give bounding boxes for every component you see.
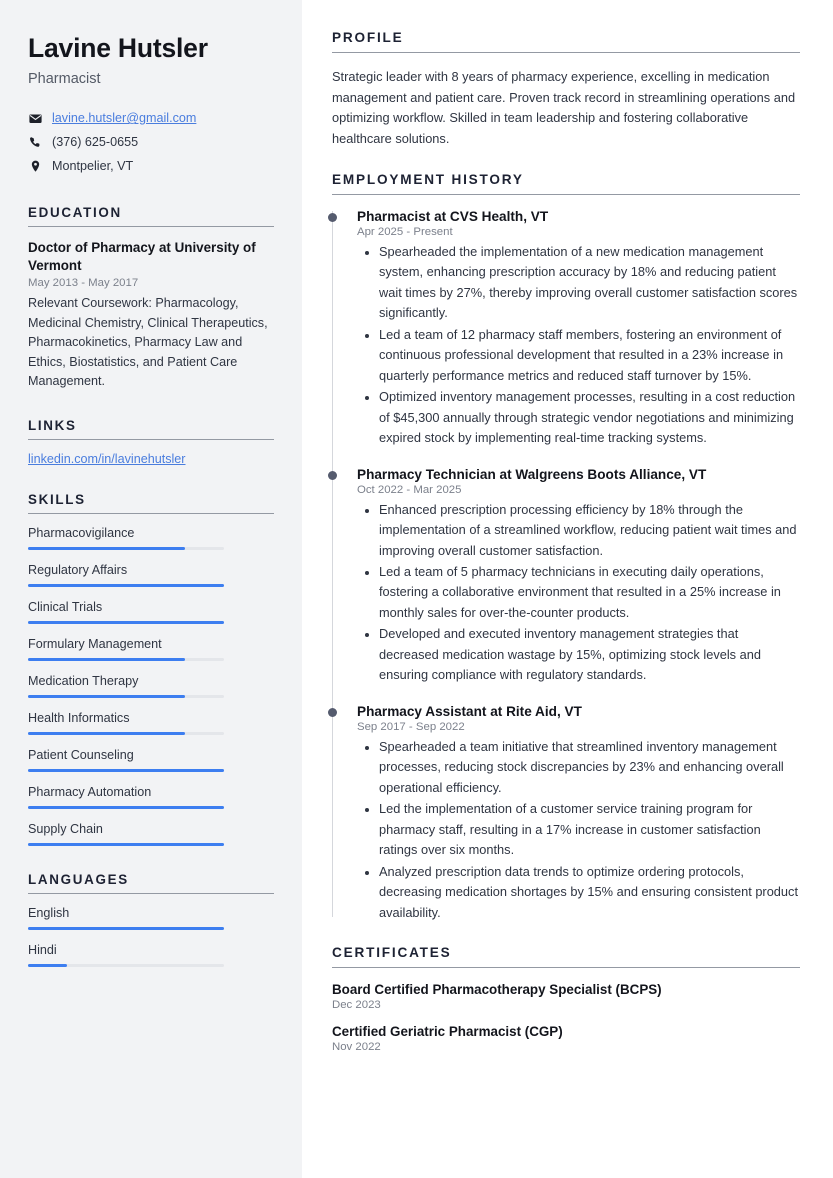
contact-email[interactable] <box>28 109 274 127</box>
skills-list <box>28 526 274 846</box>
job-date: Sep 2017 - Sep 2022 <box>357 720 465 733</box>
education-item <box>28 239 274 391</box>
skill-level-track <box>28 695 224 698</box>
contact-email-link[interactable]: lavine.hutsler@gmail.com <box>52 111 197 126</box>
skill-level-fill <box>28 584 224 587</box>
job-bullet: • Enhanced prescription processing efficiency by 18% through the implementation of a streamlined workflow, reducing patient wait times and improving overall customer satisfaction. <box>379 500 800 561</box>
employment-heading: EMPLOYMENT HISTORY <box>332 171 524 187</box>
section-divider <box>332 52 800 53</box>
skill-level-track <box>28 547 224 550</box>
skill-level-track <box>28 769 224 772</box>
candidate-role: Pharmacist <box>28 71 101 88</box>
language-item <box>28 906 274 930</box>
contact-location <box>28 157 274 175</box>
job-entry <box>357 209 800 449</box>
language-level-fill <box>28 964 67 967</box>
language-label: English <box>28 905 70 920</box>
employment-timeline <box>332 209 800 923</box>
skills-section <box>28 492 274 846</box>
skill-level-fill <box>28 547 185 550</box>
links-section <box>28 418 274 466</box>
language-level-track <box>28 964 224 967</box>
languages-heading: LANGUAGES <box>28 871 129 887</box>
profile-text: Strategic leader with 8 years of pharmacy experience, excelling in medication management and patient care. Proven track record in streamlining operations and optimizing workflow. Skilled in team leadership and fostering collaborative healthcare solutions. <box>332 69 796 147</box>
education-section <box>28 205 274 391</box>
skill-level-track <box>28 658 224 661</box>
phone-icon <box>28 136 42 149</box>
job-bullet: • Led the implementation of a customer service training program for pharmacy staff, resulting in a 17% increase in customer satisfaction ratings over six months. <box>379 799 800 860</box>
skill-item <box>28 748 274 772</box>
employment-section <box>332 172 800 923</box>
main-column <box>302 0 833 1178</box>
skill-item <box>28 674 274 698</box>
job-date: Oct 2022 - Mar 2025 <box>357 483 462 496</box>
job-bullet-list <box>357 500 800 686</box>
skill-label: Patient Counseling <box>28 747 134 762</box>
location-pin-icon <box>28 160 42 173</box>
timeline-dot-icon <box>328 213 337 222</box>
languages-list <box>28 906 274 967</box>
certificates-heading: CERTIFICATES <box>332 945 452 960</box>
skill-level-fill <box>28 621 224 624</box>
job-entry <box>357 467 800 686</box>
education-date: May 2013 - May 2017 <box>28 277 139 290</box>
skill-level-track <box>28 584 224 587</box>
skill-level-fill <box>28 769 224 772</box>
certificates-section <box>332 945 800 1053</box>
skill-item <box>28 600 274 624</box>
language-item <box>28 943 274 967</box>
profile-section <box>332 30 800 150</box>
skill-level-fill <box>28 732 185 735</box>
certificate-date: Nov 2022 <box>332 1041 381 1053</box>
sidebar <box>0 0 302 1178</box>
skill-level-fill <box>28 695 185 698</box>
skill-level-track <box>28 621 224 624</box>
language-level-track <box>28 927 224 930</box>
skill-label: Supply Chain <box>28 821 103 836</box>
skill-label: Medication Therapy <box>28 673 139 688</box>
education-heading: EDUCATION <box>28 205 122 221</box>
skill-item <box>28 822 274 846</box>
skill-level-track <box>28 806 224 809</box>
contact-location-text: Montpelier, VT <box>52 159 134 174</box>
job-bullet: • Spearheaded the implementation of a new medication management system, enhancing prescription accuracy by 18% and reducing patient wait times by 27%, thereby improving overall customer satisfaction scores significantly. <box>379 242 800 324</box>
education-description: Relevant Coursework: Pharmacology, Medicinal Chemistry, Clinical Therapeutics, Pharmacokinetics, Pharmacy Law and Ethics, Biostatistics, and Patient Care Management. <box>28 296 268 389</box>
section-divider <box>332 194 800 195</box>
section-divider <box>28 439 274 440</box>
job-bullet: • Developed and executed inventory management strategies that decreased medication wastage by 15%, optimizing stock levels and ensuring compliance with regulatory standards. <box>379 624 800 685</box>
job-bullet: • Led a team of 5 pharmacy technicians in executing daily operations, fostering a collaborative environment that resulted in a 25% increase in monthly sales for over-the-counter products. <box>379 562 800 623</box>
certificate-date: Dec 2023 <box>332 999 381 1011</box>
job-bullet: • Optimized inventory management processes, resulting in a cost reduction of $45,300 annually through strategic vendor negotiations and minimizing expired stock by implementing real-time tracking systems. <box>379 387 800 448</box>
skill-label: Pharmacy Automation <box>28 784 152 799</box>
email-icon <box>28 112 42 125</box>
job-title: Pharmacy Assistant at Rite Aid, VT <box>357 703 582 719</box>
skill-item <box>28 711 274 735</box>
skill-label: Health Informatics <box>28 710 130 725</box>
skill-item <box>28 526 274 550</box>
language-level-fill <box>28 927 224 930</box>
language-label: Hindi <box>28 942 57 957</box>
job-bullet: • Spearheaded a team initiative that streamlined inventory management processes, reducing stock discrepancies by 23% and enhancing overall operational efficiency. <box>379 737 800 798</box>
section-divider <box>332 967 800 968</box>
section-divider <box>28 893 274 894</box>
job-title: Pharmacist at CVS Health, VT <box>357 208 549 224</box>
skills-heading: SKILLS <box>28 491 86 507</box>
skill-label: Clinical Trials <box>28 599 103 614</box>
timeline-dot-icon <box>328 471 337 480</box>
job-bullet: • Analyzed prescription data trends to optimize ordering protocols, decreasing medication shortages by 15% and ensuring consistent product availability. <box>379 862 800 923</box>
job-date: Apr 2025 - Present <box>357 225 453 238</box>
skill-level-fill <box>28 843 224 846</box>
section-divider <box>28 226 274 227</box>
job-bullet-list <box>357 242 800 449</box>
link-linkedin[interactable]: linkedin.com/in/lavinehutsler <box>28 451 186 466</box>
skill-item <box>28 785 274 809</box>
skill-label: Pharmacovigilance <box>28 525 135 540</box>
education-degree: Doctor of Pharmacy at University of Vermont <box>28 240 256 274</box>
profile-heading: PROFILE <box>332 30 404 45</box>
skill-level-fill <box>28 806 224 809</box>
certificate-title: Certified Geriatric Pharmacist (CGP) <box>332 1024 563 1039</box>
skill-level-fill <box>28 658 185 661</box>
skill-label: Formulary Management <box>28 636 162 651</box>
skill-item <box>28 563 274 587</box>
job-title: Pharmacy Technician at Walgreens Boots Alliance, VT <box>357 466 707 482</box>
languages-section <box>28 872 274 967</box>
skill-label: Regulatory Affairs <box>28 562 128 577</box>
job-bullet-list <box>357 737 800 923</box>
contact-phone <box>28 133 274 151</box>
job-entry <box>357 704 800 923</box>
contact-phone-text: (376) 625-0655 <box>52 135 139 150</box>
certificate-title: Board Certified Pharmacotherapy Specialist (BCPS) <box>332 982 662 997</box>
section-divider <box>28 513 274 514</box>
job-bullet: • Led a team of 12 pharmacy staff members, fostering an environment of continuous professional development that resulted in a 23% increase in quarterly performance metrics and reduced staff turnover by 15%. <box>379 325 800 386</box>
skill-item <box>28 637 274 661</box>
certificate-item <box>332 982 800 1011</box>
skill-level-track <box>28 843 224 846</box>
certificate-item <box>332 1024 800 1053</box>
links-heading: LINKS <box>28 417 77 433</box>
contact-list <box>28 109 274 175</box>
candidate-name: Lavine Hutsler <box>28 33 208 63</box>
certificates-list <box>332 982 800 1053</box>
timeline-dot-icon <box>328 708 337 717</box>
skill-level-track <box>28 732 224 735</box>
